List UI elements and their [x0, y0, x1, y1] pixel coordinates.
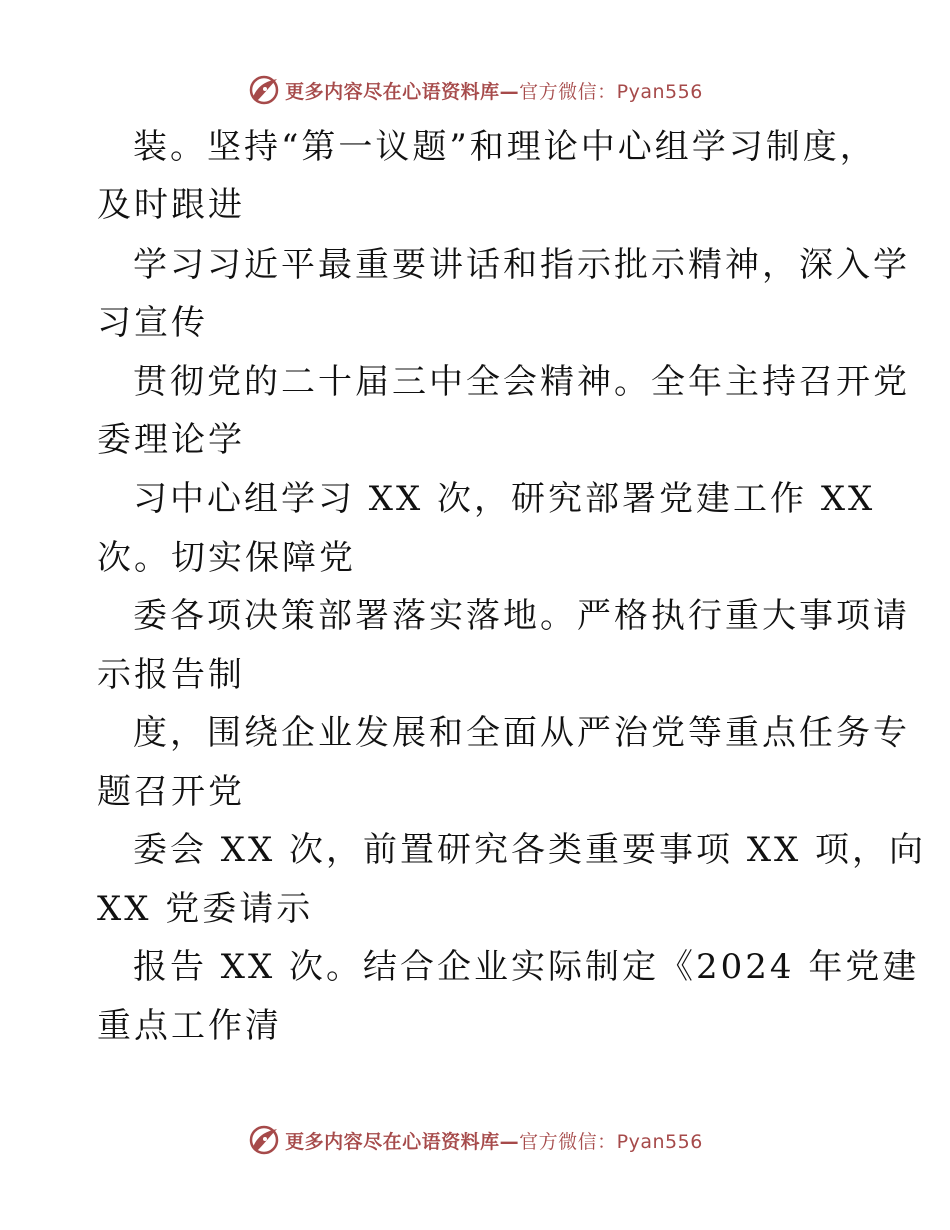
paragraph-line: 次。切实保障党: [97, 538, 356, 578]
paragraph-line: 示报告制: [97, 655, 245, 695]
footer-banner: [0, 1120, 950, 1160]
paragraph-line: 委各项决策部署落实落地。严格执行重大事项请: [133, 596, 910, 636]
header-banner-wechat: 官方微信：Pyan556: [519, 80, 703, 103]
footer-banner-text: [285, 1127, 703, 1154]
paragraph-line: 委理论学: [97, 420, 245, 460]
paragraph-line: 题召开党: [97, 772, 245, 812]
paragraph-line: 学习习近平最重要讲话和指示批示精神，深入学: [133, 245, 910, 285]
footer-banner-wechat: 官方微信：Pyan556: [519, 1130, 703, 1153]
header-banner-main: 更多内容尽在心语资料库—: [285, 80, 520, 103]
paragraph-line: 重点工作清: [97, 1006, 282, 1046]
paragraph-line: XX 党委请示: [97, 889, 314, 929]
paragraph-line: 装。坚持“第一议题”和理论中心组学习制度，: [133, 127, 877, 167]
footer-banner-main: 更多内容尽在心语资料库—: [285, 1130, 520, 1153]
paragraph-line: 习宣传: [97, 303, 208, 343]
paragraph-line: 度，围绕企业发展和全面从严治党等重点任务专: [133, 713, 910, 753]
paragraph-line: 贯彻党的二十届三中全会精神。全年主持召开党: [133, 362, 910, 402]
paragraph-line: 习中心组学习 XX 次，研究部署党建工作 XX: [133, 479, 876, 519]
paragraph-line: 及时跟进: [97, 185, 245, 225]
paragraph-line: 委会 XX 次，前置研究各类重要事项 XX 项，向: [133, 830, 927, 870]
paragraph-line: 报告 XX 次。结合企业实际制定《2024 年党建: [133, 947, 920, 987]
pen-nib-logo-icon: [247, 1123, 281, 1157]
